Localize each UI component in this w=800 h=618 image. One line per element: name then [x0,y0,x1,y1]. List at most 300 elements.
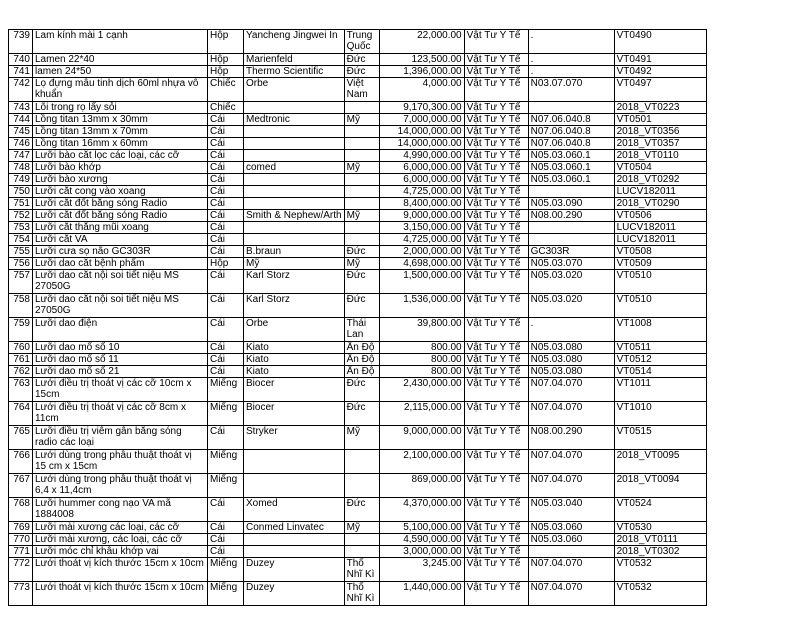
category-cell: Vật Tư Y Tế [464,270,528,294]
reference-code-cell: 2018_VT0357 [614,138,706,150]
origin-cell: Mỹ [344,210,379,222]
code-cell: N05.03.060.1 [528,150,614,162]
origin-cell [344,174,379,186]
table-row [9,558,707,582]
origin-cell: Đức [344,294,379,318]
code-cell: N05.03.080 [528,366,614,378]
row-number-cell: 750 [9,186,33,198]
row-number-cell: 740 [9,54,33,66]
category-cell: Vật Tư Y Tế [464,294,528,318]
item-name-cell: Lưỡi dao cắt nội soi tiết niệu MS 27050G [33,270,208,294]
row-number-cell: 746 [9,138,33,150]
reference-code-cell: 2018_VT0111 [614,534,706,546]
category-cell: Vật Tư Y Tế [464,30,528,54]
price-cell: 4,725,000.00 [379,186,464,198]
unit-cell: Cái [208,114,244,126]
reference-code-cell: VT0509 [614,258,706,270]
item-name-cell: Lưỡi mài xương các loại, các cỡ [33,522,208,534]
category-cell: Vật Tư Y Tế [464,546,528,558]
row-number-cell: 756 [9,258,33,270]
manufacturer-cell [244,546,345,558]
price-cell: 800.00 [379,342,464,354]
reference-code-cell: VT0532 [614,558,706,582]
reference-code-cell: LUCV182011 [614,222,706,234]
table-row [9,450,707,474]
table-row [9,582,707,606]
origin-cell [344,534,379,546]
manufacturer-cell: Stryker [244,426,345,450]
reference-code-cell: VT1010 [614,402,706,426]
category-cell: Vật Tư Y Tế [464,210,528,222]
manufacturer-cell: Duzey [244,558,345,582]
item-name-cell: Lồng titan 16mm x 60mm [33,138,208,150]
table-row [9,186,707,198]
price-cell: 14,000,000.00 [379,126,464,138]
price-cell: 4,370,000.00 [379,498,464,522]
price-cell: 9,000,000.00 [379,426,464,450]
table-row [9,30,707,54]
reference-code-cell: 2018_VT0290 [614,198,706,210]
row-number-cell: 749 [9,174,33,186]
table-row [9,174,707,186]
category-cell: Vật Tư Y Tế [464,450,528,474]
code-cell: N05.03.080 [528,342,614,354]
row-number-cell: 745 [9,126,33,138]
category-cell: Vật Tư Y Tế [464,558,528,582]
price-cell: 3,245.00 [379,558,464,582]
code-cell: N05.03.060.1 [528,162,614,174]
code-cell: N03.07.070 [528,78,614,102]
code-cell: N08.00.290 [528,426,614,450]
item-name-cell: Lam kính mài 1 cạnh [33,30,208,54]
item-name-cell: Lưỡi dao mổ số 10 [33,342,208,354]
category-cell: Vật Tư Y Tế [464,174,528,186]
category-cell: Vật Tư Y Tế [464,234,528,246]
code-cell: N05.03.040 [528,498,614,522]
reference-code-cell: VT0490 [614,30,706,54]
row-number-cell: 752 [9,210,33,222]
category-cell: Vật Tư Y Tế [464,78,528,102]
origin-cell: Mỹ [344,114,379,126]
price-cell: 7,000,000.00 [379,114,464,126]
price-cell: 2,100,000.00 [379,450,464,474]
category-cell: Vật Tư Y Tế [464,522,528,534]
item-name-cell: Lưới thoát vị kích thước 15cm x 10cm [33,582,208,606]
unit-cell: Cái [208,126,244,138]
code-cell: N07.04.070 [528,582,614,606]
unit-cell: Miếng [208,450,244,474]
table-row [9,270,707,294]
table-row [9,534,707,546]
category-cell: Vật Tư Y Tế [464,318,528,342]
unit-cell: Hộp [208,30,244,54]
table-row [9,402,707,426]
item-name-cell: Lưỡi bào khớp [33,162,208,174]
unit-cell: Cái [208,534,244,546]
reference-code-cell: VT0510 [614,294,706,318]
reference-code-cell: VT0530 [614,522,706,534]
unit-cell: Cái [208,186,244,198]
item-name-cell: Lưỡi cắt VA [33,234,208,246]
unit-cell: Miếng [208,558,244,582]
row-number-cell: 773 [9,582,33,606]
row-number-cell: 739 [9,30,33,54]
price-cell: 1,536,000.00 [379,294,464,318]
origin-cell [344,546,379,558]
table-row [9,246,707,258]
reference-code-cell: VT0510 [614,270,706,294]
row-number-cell: 771 [9,546,33,558]
manufacturer-cell [244,150,345,162]
category-cell: Vật Tư Y Tế [464,198,528,210]
item-name-cell: Lưỡi cắt cong vào xoang [33,186,208,198]
origin-cell: Ấn Độ [344,366,379,378]
code-cell: N07.04.070 [528,402,614,426]
code-cell [528,546,614,558]
price-cell: 1,500,000.00 [379,270,464,294]
code-cell: N05.03.020 [528,270,614,294]
table-row [9,354,707,366]
reference-code-cell: VT1008 [614,318,706,342]
item-name-cell: Lưới dùng trong phẫu thuật thoát vị 15 cm x 15cm [33,450,208,474]
code-cell: N07.04.070 [528,474,614,498]
price-cell: 9,000,000.00 [379,210,464,222]
origin-cell: Ấn Độ [344,342,379,354]
row-number-cell: 742 [9,78,33,102]
price-cell: 2,430,000.00 [379,378,464,402]
row-number-cell: 755 [9,246,33,258]
manufacturer-cell [244,474,345,498]
origin-cell: Thổ Nhĩ Kì [344,582,379,606]
row-number-cell: 759 [9,318,33,342]
row-number-cell: 751 [9,198,33,210]
code-cell: . [528,54,614,66]
reference-code-cell: VT0512 [614,354,706,366]
unit-cell: Cái [208,498,244,522]
table-row [9,78,707,102]
item-name-cell: Lưỡi dao mổ số 11 [33,354,208,366]
origin-cell: Đức [344,402,379,426]
table-row [9,198,707,210]
price-cell: 22,000.00 [379,30,464,54]
unit-cell: Hộp [208,258,244,270]
price-cell: 3,150,000.00 [379,222,464,234]
row-number-cell: 753 [9,222,33,234]
table-row [9,522,707,534]
item-name-cell: Lưỡi cưa sọ não GC303R [33,246,208,258]
origin-cell: Mỹ [344,258,379,270]
category-cell: Vật Tư Y Tế [464,66,528,78]
origin-cell: Đức [344,66,379,78]
origin-cell [344,222,379,234]
unit-cell: Cái [208,138,244,150]
item-name-cell: Lọ đựng mẫu tinh dịch 60ml nhựa vô khuẩn [33,78,208,102]
unit-cell: Cái [208,318,244,342]
code-cell: N07.06.040.8 [528,138,614,150]
table-row [9,318,707,342]
origin-cell [344,474,379,498]
table-row [9,114,707,126]
reference-code-cell: 2018_VT0292 [614,174,706,186]
price-cell: 1,440,000.00 [379,582,464,606]
origin-cell: Đức [344,270,379,294]
row-number-cell: 762 [9,366,33,378]
reference-code-cell: VT0511 [614,342,706,354]
origin-cell: Ấn Độ [344,354,379,366]
table-row [9,426,707,450]
manufacturer-cell: Kiato [244,342,345,354]
price-cell: 123,500.00 [379,54,464,66]
row-number-cell: 765 [9,426,33,450]
item-name-cell: Lồng titan 13mm x 70mm [33,126,208,138]
manufacturer-cell: Conmed Linvatec [244,522,345,534]
table-row [9,150,707,162]
price-cell: 6,000,000.00 [379,162,464,174]
origin-cell: Việt Nam [344,78,379,102]
manufacturer-cell: Kiato [244,366,345,378]
unit-cell: Cái [208,222,244,234]
reference-code-cell: VT0497 [614,78,706,102]
unit-cell: Cái [208,246,244,258]
table-row [9,366,707,378]
reference-code-cell: VT0524 [614,498,706,522]
price-cell: 14,000,000.00 [379,138,464,150]
reference-code-cell: VT0532 [614,582,706,606]
item-name-cell: Lưỡi cắt thẳng mũi xoang [33,222,208,234]
manufacturer-cell: Duzey [244,582,345,606]
price-cell: 2,115,000.00 [379,402,464,426]
item-name-cell: Lưới thoát vị kích thước 15cm x 10cm [33,558,208,582]
code-cell: N05.03.080 [528,354,614,366]
reference-code-cell: VT0491 [614,54,706,66]
reference-code-cell: 2018_VT0094 [614,474,706,498]
unit-cell: Cái [208,270,244,294]
price-cell: 6,000,000.00 [379,174,464,186]
manufacturer-cell [244,198,345,210]
category-cell: Vật Tư Y Tế [464,246,528,258]
manufacturer-cell: Marienfeld [244,54,345,66]
reference-code-cell: 2018_VT0356 [614,126,706,138]
code-cell: N07.04.070 [528,378,614,402]
reference-code-cell: 2018_VT0095 [614,450,706,474]
price-cell: 5,100,000.00 [379,522,464,534]
table-row [9,138,707,150]
origin-cell: Đức [344,498,379,522]
manufacturer-cell: Karl Storz [244,270,345,294]
reference-code-cell: LUCV182011 [614,186,706,198]
item-name-cell: Lamen 22*40 [33,54,208,66]
origin-cell [344,450,379,474]
table-row [9,498,707,522]
category-cell: Vật Tư Y Tế [464,162,528,174]
unit-cell: Cái [208,522,244,534]
unit-cell: Miếng [208,474,244,498]
code-cell: N05.03.070 [528,258,614,270]
manufacturer-cell [244,186,345,198]
manufacturer-cell: B.braun [244,246,345,258]
unit-cell: Miếng [208,582,244,606]
row-number-cell: 760 [9,342,33,354]
unit-cell: Cái [208,174,244,186]
price-cell: 4,725,000.00 [379,234,464,246]
manufacturer-cell: Xomed [244,498,345,522]
table-row [9,162,707,174]
origin-cell: Thổ Nhĩ Kì [344,558,379,582]
item-name-cell: Lưỡi điều trị viêm gân bằng sóng radio các loại [33,426,208,450]
category-cell: Vật Tư Y Tế [464,258,528,270]
table-row [9,234,707,246]
row-number-cell: 754 [9,234,33,246]
manufacturer-cell [244,450,345,474]
category-cell: Vật Tư Y Tế [464,498,528,522]
item-name-cell: Lưỡi dao điện [33,318,208,342]
row-number-cell: 747 [9,150,33,162]
code-cell: . [528,66,614,78]
table-row [9,342,707,354]
row-number-cell: 761 [9,354,33,366]
table-row [9,66,707,78]
category-cell: Vật Tư Y Tế [464,150,528,162]
item-name-cell: Lồng titan 13mm x 30mm [33,114,208,126]
item-name-cell: Lưỡi bào cắt lọc các loại, các cỡ [33,150,208,162]
code-cell [528,186,614,198]
category-cell: Vật Tư Y Tế [464,378,528,402]
unit-cell: Cái [208,342,244,354]
manufacturer-cell: Karl Storz [244,294,345,318]
item-name-cell: Lưỡi dao cắt bệnh phẩm [33,258,208,270]
price-cell: 869,000.00 [379,474,464,498]
origin-cell: Trung Quốc [344,30,379,54]
reference-code-cell: 2018_VT0110 [614,150,706,162]
reference-code-cell: VT1011 [614,378,706,402]
price-cell: 1,396,000.00 [379,66,464,78]
manufacturer-cell: Kiato [244,354,345,366]
unit-cell: Cái [208,210,244,222]
code-cell: N05.03.060.1 [528,174,614,186]
reference-code-cell: VT0506 [614,210,706,222]
item-name-cell: Lưỡi cắt đốt bằng sóng Radio [33,210,208,222]
item-name-cell: Lưới điều trị thoát vị các cỡ 10cm x 15cm [33,378,208,402]
manufacturer-cell [244,234,345,246]
price-cell: 9,170,300.00 [379,102,464,114]
price-cell: 4,590,000.00 [379,534,464,546]
row-number-cell: 757 [9,270,33,294]
manufacturer-cell [244,534,345,546]
manufacturer-cell: Biocer [244,402,345,426]
category-cell: Vật Tư Y Tế [464,342,528,354]
table-row [9,126,707,138]
unit-cell: Cái [208,234,244,246]
item-name-cell: Lưới dùng trong phẫu thuật thoát vị 6,4 x 11,4cm [33,474,208,498]
row-number-cell: 758 [9,294,33,318]
table-row [9,474,707,498]
code-cell: N07.04.070 [528,558,614,582]
item-name-cell: Lưới điều trị thoát vị các cỡ 8cm x 11cm [33,402,208,426]
unit-cell: Cái [208,546,244,558]
row-number-cell: 763 [9,378,33,402]
category-cell: Vật Tư Y Tế [464,102,528,114]
price-cell: 3,000,000.00 [379,546,464,558]
origin-cell [344,102,379,114]
code-cell [528,234,614,246]
reference-code-cell: VT0504 [614,162,706,174]
price-cell: 800.00 [379,354,464,366]
manufacturer-cell: Smith & Nephew/Arth [244,210,345,222]
item-name-cell: Lưỡi dao mổ số 21 [33,366,208,378]
code-cell: . [528,318,614,342]
manufacturer-cell: Medtronic [244,114,345,126]
item-name-cell: Lưỡi cắt đốt bằng sóng Radio [33,198,208,210]
category-cell: Vật Tư Y Tế [464,474,528,498]
manufacturer-cell [244,138,345,150]
manufacturer-cell: Orbe [244,78,345,102]
origin-cell [344,198,379,210]
manufacturer-cell [244,222,345,234]
origin-cell [344,186,379,198]
row-number-cell: 770 [9,534,33,546]
table-row [9,258,707,270]
row-number-cell: 741 [9,66,33,78]
unit-cell: Chiếc [208,102,244,114]
row-number-cell: 768 [9,498,33,522]
code-cell: N08.00.290 [528,210,614,222]
category-cell: Vật Tư Y Tế [464,402,528,426]
row-number-cell: 743 [9,102,33,114]
table-row [9,378,707,402]
manufacturer-cell: Orbe [244,318,345,342]
item-name-cell: lamen 24*50 [33,66,208,78]
price-cell: 4,698,000.00 [379,258,464,270]
code-cell: N07.06.040.8 [528,114,614,126]
row-number-cell: 766 [9,450,33,474]
supply-price-table [8,29,707,606]
unit-cell: Miếng [208,402,244,426]
origin-cell [344,234,379,246]
code-cell: GC303R [528,246,614,258]
row-number-cell: 744 [9,114,33,126]
origin-cell: Mỹ [344,426,379,450]
category-cell: Vật Tư Y Tế [464,222,528,234]
unit-cell: Hộp [208,66,244,78]
category-cell: Vật Tư Y Tế [464,354,528,366]
origin-cell: Đức [344,54,379,66]
code-cell: N05.03.060 [528,534,614,546]
table-row [9,546,707,558]
unit-cell: Cái [208,150,244,162]
origin-cell [344,150,379,162]
price-cell: 4,000.00 [379,78,464,102]
origin-cell: Mỹ [344,522,379,534]
row-number-cell: 767 [9,474,33,498]
reference-code-cell: VT0508 [614,246,706,258]
unit-cell: Hộp [208,54,244,66]
category-cell: Vật Tư Y Tế [464,366,528,378]
reference-code-cell: VT0514 [614,366,706,378]
unit-cell: Chiếc [208,78,244,102]
category-cell: Vật Tư Y Tế [464,138,528,150]
price-cell: 4,990,000.00 [379,150,464,162]
category-cell: Vật Tư Y Tế [464,114,528,126]
origin-cell: Mỹ [344,162,379,174]
manufacturer-cell: Mỹ [244,258,345,270]
code-cell [528,222,614,234]
unit-cell: Cái [208,354,244,366]
manufacturer-cell: comed [244,162,345,174]
row-number-cell: 769 [9,522,33,534]
item-name-cell: Lõi trong rọ lấy sỏi [33,102,208,114]
table-row [9,222,707,234]
unit-cell: Cái [208,198,244,210]
